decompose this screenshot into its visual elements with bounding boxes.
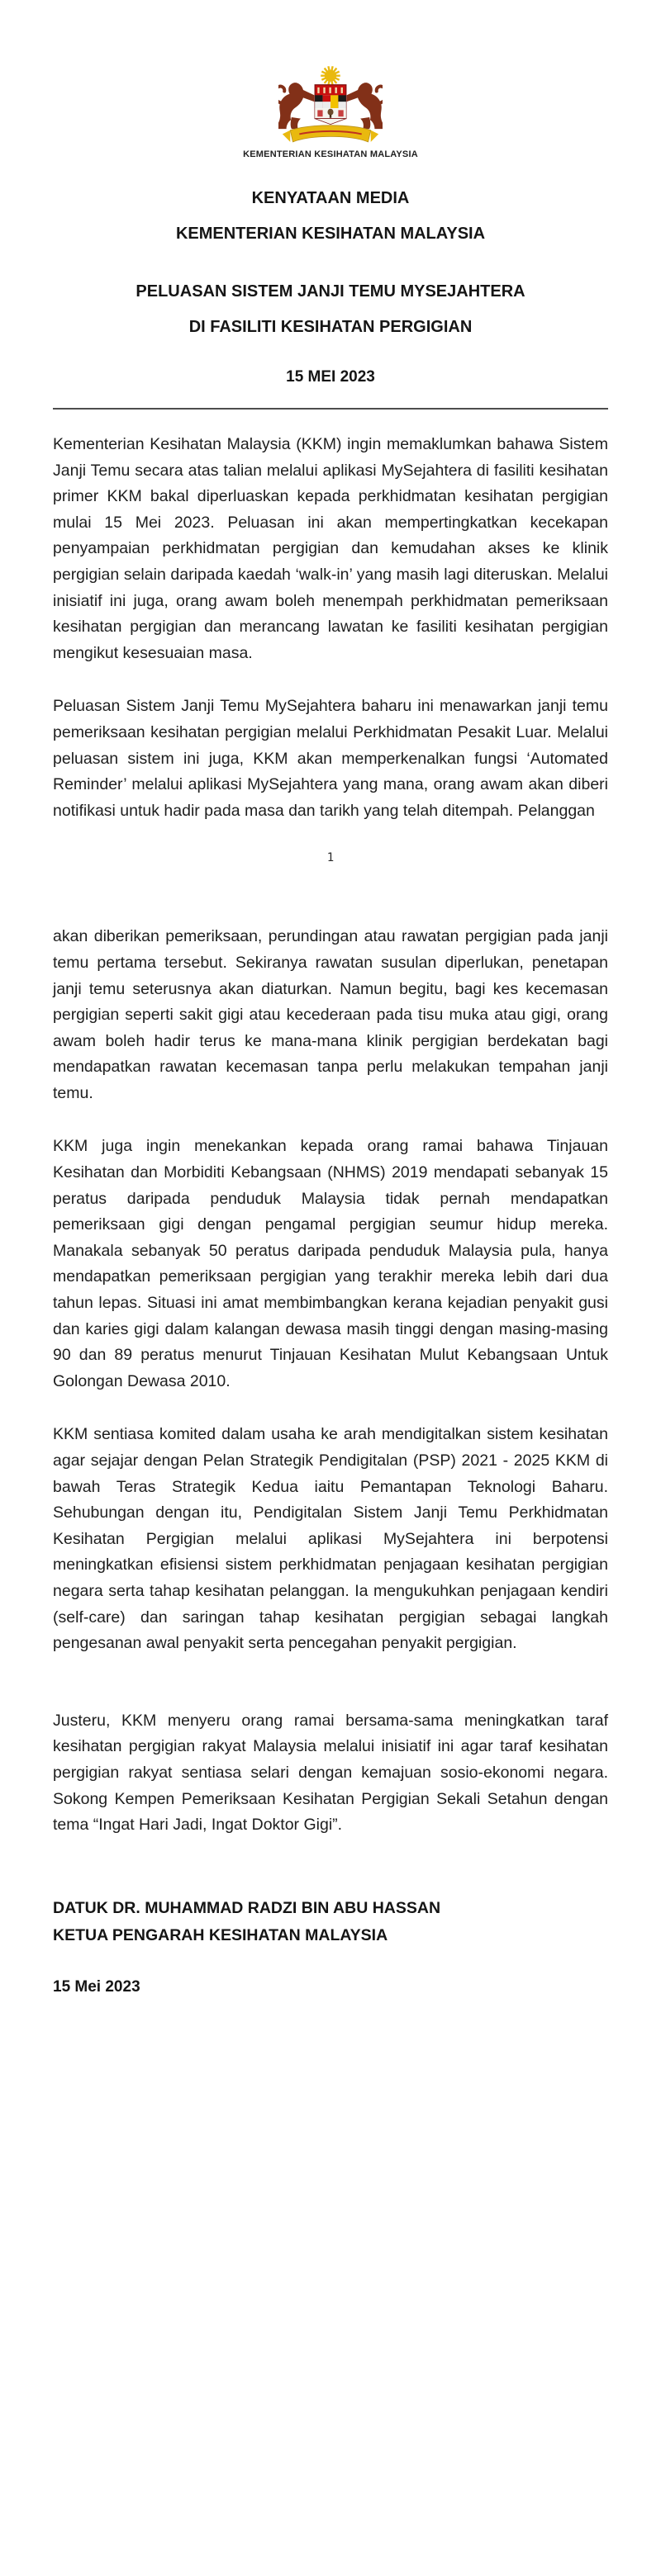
signatory-title: KETUA PENGARAH KESIHATAN MALAYSIA — [53, 1925, 388, 1944]
press-title-line2: DI FASILITI KESIHATAN PERGIGIAN — [188, 318, 473, 336]
paragraph-4: KKM juga ingin menekankan kepada orang ramai bahawa Tinjauan Kesihatan dan Morbiditi Kebangsaan (NHMS) 2019 mendapati sebanyak 15 peratus daripada penduduk Malaysia tidak pernah mendapatkan pemeriksaan gigi dengan pengamal pergigian seumur hidup mereka. Manakala sebanyak 50 peratus daripada penduduk Malaysia pula, hanya mendapatkan pemeriksaan pergigian yang terakhir mereka lebih dari dua tahun lepas. Situasi ini amat membimbangkan kerana kejadian penyakit gusi dan karies gigi dalam kalangan dewasa masih tinggi dengan masing-masing 90 dan 89 peratus menurut Tinjauan Kesihatan Mulut Kebangsaan Untuk Golongan Dewasa 2010. — [53, 1137, 608, 1390]
document-heading — [0, 181, 661, 391]
press-title-line1: PELUASAN SISTEM JANJI TEMU MYSEJAHTERA — [136, 282, 525, 301]
masthead-agency-name: KEMENTERIAN KESIHATAN MALAYSIA — [243, 149, 418, 159]
doc-type-title: KENYATAAN MEDIA — [251, 189, 410, 207]
paragraph-1: Kementerian Kesihatan Malaysia (KKM) ingin memaklumkan bahawa Sistem Janji Temu secara atas talian melalui aplikasi MySejahtera di fasiliti kesihatan primer KKM bakal diperluaskan kepada perkhidmatan kesihatan pergigian mulai 15 Mei 2023. Peluasan ini akan mempertingkatkan kecekapan penyampaian perkhidmatan pergigian dan kemudahan akses ke klinik pergigian selain daripada kaedah ‘walk-in’ yang masih lagi diteruskan. Melalui inisiatif ini juga, orang awam boleh menempah perkhidmatan pemeriksaan kesihatan pergigian dan merancang lawatan ke fasiliti kesihatan pergigian mengikut kesesuaian masa. — [53, 435, 608, 662]
paragraph-2: Peluasan Sistem Janji Temu MySejahtera baharu ini menawarkan janji temu pemeriksaan kesihatan pergigian melalui Perkhidmatan Pesakit Luar. Melalui peluasan sistem ini juga, KKM akan memperkenalkan fungsi ‘Automated Reminder’ melalui aplikasi MySejahtera yang mana, orang awam akan diberi notifikasi untuk hadir pada masa dan tarikh yang telah ditempah. Pelanggan — [53, 697, 608, 820]
signature-block — [53, 1895, 608, 2000]
masthead — [0, 0, 661, 159]
page-number: 1 — [326, 851, 335, 865]
document-body — [53, 410, 608, 2000]
release-date: 15 MEI 2023 — [286, 368, 375, 386]
signatory-name: DATUK DR. MUHAMMAD RADZI BIN ABU HASSAN — [53, 1898, 441, 1917]
agency-title: KEMENTERIAN KESIHATAN MALAYSIA — [175, 225, 486, 243]
malaysia-coat-of-arms-logo — [278, 63, 383, 144]
paragraph-3: akan diberikan pemeriksaan, perundingan atau rawatan pergigian pada janji temu pertama tersebut. Sekiranya rawatan susulan diperlukan, penetapan janji temu seterusnya akan diaturkan. Namun begitu, bagi kes kecemasan pergigian seperti sakit gigi atau kecederaan pada tisu muka atau gigi, orang awam boleh hadir terus ke mana-mana klinik pergigian berdekatan bagi mendapatkan rawatan kecemasan tanpa perlu melakukan tempahan janji temu. — [53, 927, 608, 1102]
paragraph-6: Justeru, KKM menyeru orang ramai bersama-sama meningkatkan taraf kesihatan pergigian rakyat Malaysia melalui inisiatif ini agar taraf kesihatan pergigian rakyat sentiasa selari dengan kemajuan sosio-ekonomi negara. Sokong Kempen Pemeriksaan Kesihatan Pergigian Sekali Setahun dengan tema “Ingat Hari Jadi, Ingat Doktor Gigi”. — [53, 1711, 608, 1835]
signature-date: 15 Mei 2023 — [53, 1977, 140, 1996]
paragraph-5: KKM sentiasa komited dalam usaha ke arah mendigitalkan sistem kesihatan agar sejajar dengan Pelan Strategik Pendigitalan (PSP) 2021 - 2025 KKM di bawah Teras Strategik Kedua iaitu Pemantapan Teknologi Baharu. Sehubungan dengan itu, Pendigitalan Sistem Janji Temu Perkhidmatan Kesihatan Pergigian melalui aplikasi MySejahtera ini berpotensi meningkatkan efisiensi sistem perkhidmatan penjagaan kesihatan pergigian negara serta tahap kesihatan pelanggan. Ia mengukuhkan penjagaan kendiri (self-care) dan saringan tahap kesihatan pergigian sebagai langkah pengesanan awal penyakit serta pencegahan penyakit pergigian. — [53, 1425, 608, 1653]
